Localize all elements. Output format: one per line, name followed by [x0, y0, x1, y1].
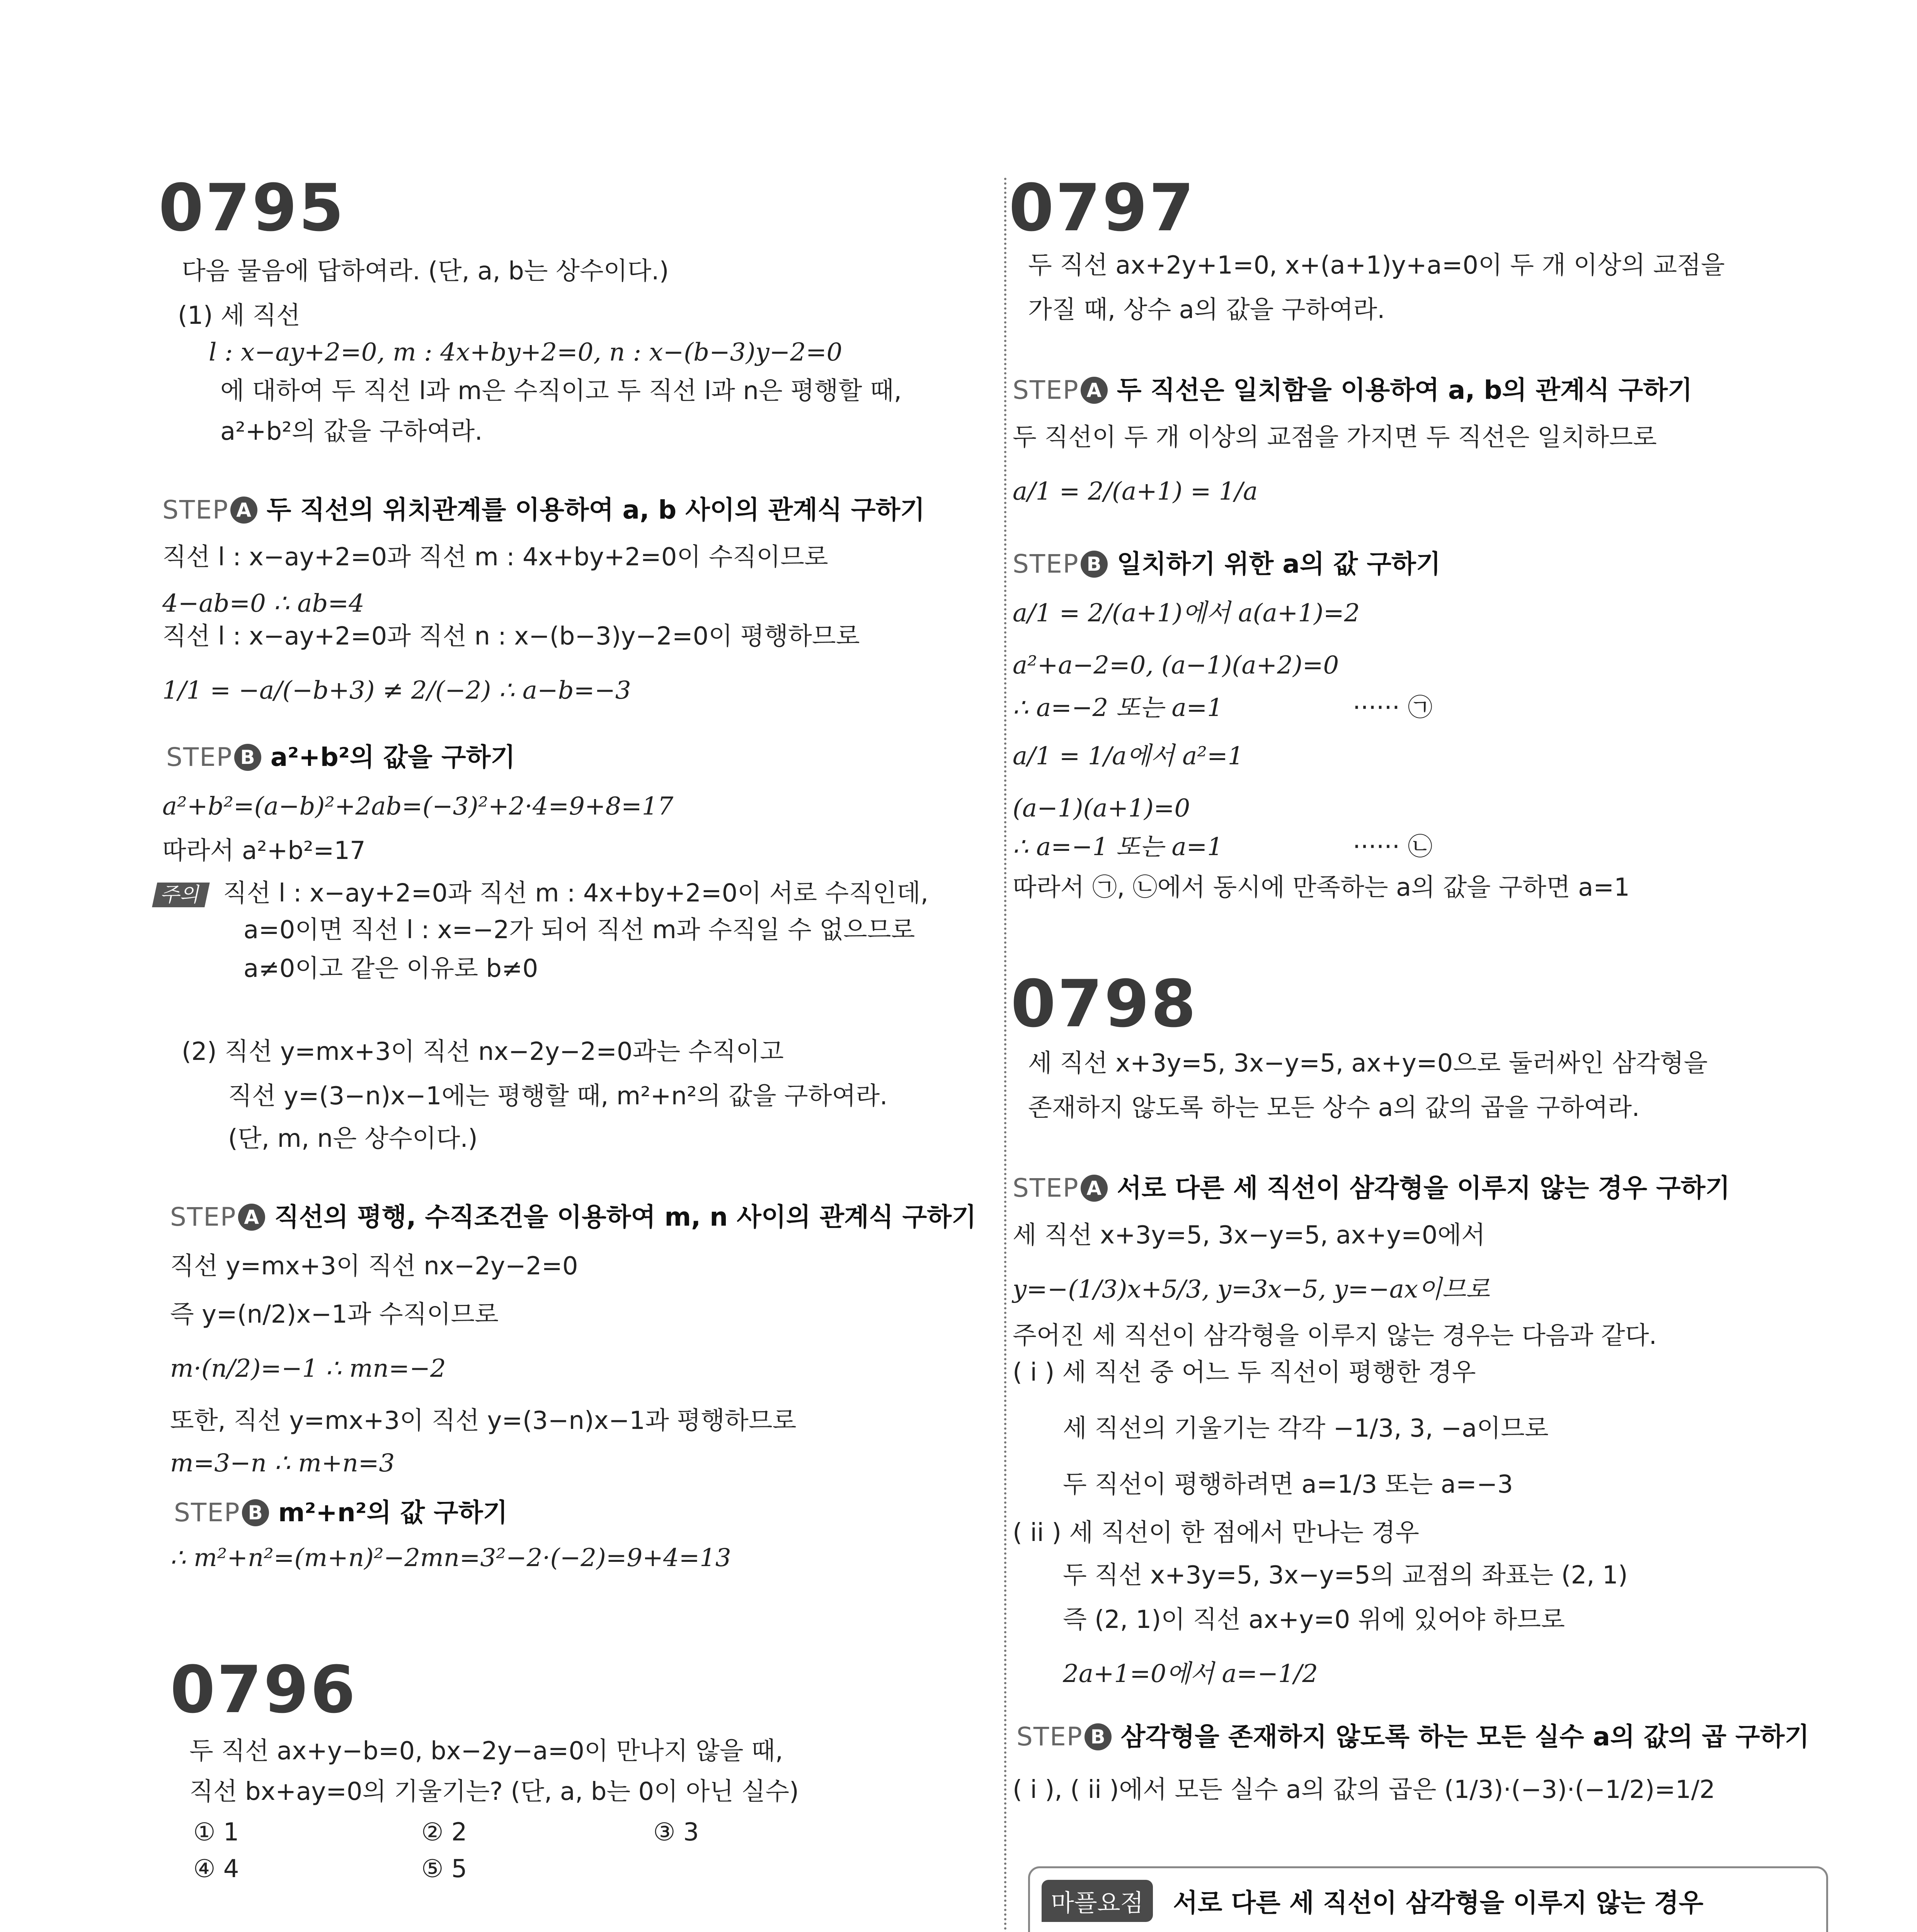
- step-badge-a: A: [1081, 377, 1108, 404]
- solution-line: a²+b²=(a−b)²+2ab=(−3)²+2·4=9+8=17: [162, 792, 674, 821]
- problem-0796-q1: 두 직선 ax+y−b=0, bx−2y−a=0이 만나지 않을 때,: [189, 1737, 783, 1765]
- problem-0796-q2: 직선 bx+ay=0의 기울기는? (단, a, b는 0이 아닌 실수): [189, 1777, 799, 1806]
- solution-line: 직선 y=mx+3이 직선 nx−2y−2=0: [170, 1252, 578, 1281]
- solution-line: 두 직선 x+3y=5, 3x−y=5의 교점의 좌표는 (2, 1): [1063, 1561, 1628, 1590]
- problem-0797-q2: 가질 때, 상수 a의 값을 구하여라.: [1028, 296, 1385, 324]
- solution-line: 또한, 직선 y=mx+3이 직선 y=(3−n)x−1과 평행하므로: [170, 1406, 797, 1435]
- equation-mark: ······ ㉠: [1353, 694, 1433, 722]
- solution-line: a/1 = 2/(a+1) = 1/a: [1013, 477, 1258, 506]
- option-2[interactable]: ② 2: [421, 1818, 467, 1847]
- solution-line: 직선 l : x−ay+2=0과 직선 m : 4x+by+2=0이 수직이므로: [162, 543, 828, 571]
- step-a-0798: [1013, 1175, 1730, 1202]
- solution-line: ( i ) 세 직선 중 어느 두 직선이 평행한 경우: [1013, 1358, 1476, 1387]
- problem-0798-q2: 존재하지 않도록 하는 모든 상수 a의 값의 곱을 구하여라.: [1028, 1094, 1640, 1122]
- solution-line: m=3−n ∴ m+n=3: [170, 1449, 395, 1478]
- problem-number-0797: 0797: [1009, 170, 1196, 246]
- solution-line: ∴ m²+n²=(m+n)²−2mn=3²−2·(−2)=9+4=13: [170, 1544, 731, 1572]
- step-b-title: 삼각형을 존재하지 않도록 하는 모든 실수 a의 값의 곱 구하기: [1120, 1722, 1810, 1752]
- step-a-0795: [162, 497, 925, 524]
- solution-line: 두 직선이 평행하려면 a=1/3 또는 a=−3: [1063, 1470, 1513, 1499]
- step-badge-a: A: [230, 497, 257, 524]
- step-badge-b: B: [234, 744, 261, 771]
- solution-line: m·(n/2)=−1 ∴ mn=−2: [170, 1354, 446, 1383]
- solution-line: ( i ), ( ii )에서 모든 실수 a의 값의 곱은 (1/3)·(−3)·(−1/2)=1/2: [1013, 1776, 1715, 1804]
- step-b-0795-2: [174, 1499, 507, 1526]
- warning-line: a≠0이고 같은 이유로 b≠0: [243, 954, 538, 983]
- solution-line: 주어진 세 직선이 삼각형을 이루지 않는 경우는 다음과 같다.: [1013, 1321, 1657, 1350]
- step-a-0795-2: [170, 1204, 976, 1231]
- problem-0797-q1: 두 직선 ax+2y+1=0, x+(a+1)y+a=0이 두 개 이상의 교점을: [1028, 251, 1725, 280]
- solution-line: ( ii ) 세 직선이 한 점에서 만나는 경우: [1013, 1519, 1419, 1547]
- step-b-0798: [1016, 1723, 1809, 1750]
- warning-text: 직선 l : x−ay+2=0과 직선 m : 4x+by+2=0이 서로 수직인데,: [223, 879, 929, 908]
- step-badge-b: B: [1084, 1723, 1112, 1750]
- solution-line: ∴ a=−2 또는 a=1: [1013, 694, 1223, 722]
- problem-0795-q2-line3: (단, m, n은 상수이다.): [228, 1124, 478, 1153]
- step-a-title: 직선의 평행, 수직조건을 이용하여 m, n 사이의 관계식 구하기: [274, 1202, 976, 1232]
- warning-line: a=0이면 직선 l : x=−2가 되어 직선 m과 수직일 수 없으므로: [243, 916, 915, 944]
- step-a-0797: [1013, 377, 1692, 404]
- problem-number-0798: 0798: [1011, 966, 1198, 1042]
- step-word: STEP: [174, 1498, 240, 1527]
- option-4[interactable]: ④ 4: [193, 1855, 239, 1883]
- step-a-title: 두 직선의 위치관계를 이용하여 a, b 사이의 관계식 구하기: [266, 495, 925, 525]
- solution-line: a/1 = 1/a에서 a²=1: [1013, 742, 1244, 770]
- option-3[interactable]: ③ 3: [653, 1818, 699, 1847]
- problem-0795-intro: 다음 물음에 답하여라. (단, a, b는 상수이다.): [182, 257, 669, 286]
- solution-line: a²+a−2=0, (a−1)(a+2)=0: [1013, 651, 1339, 680]
- solution-line: 두 직선이 두 개 이상의 교점을 가지면 두 직선은 일치하므로: [1013, 423, 1657, 452]
- problem-number-0795: 0795: [158, 170, 346, 246]
- solution-line: 1/1 = −a/(−b+3) ≠ 2/(−2) ∴ a−b=−3: [162, 676, 631, 705]
- step-word: STEP: [1013, 549, 1079, 579]
- step-word: STEP: [170, 1202, 237, 1232]
- tip-tag: 마플요점: [1042, 1880, 1153, 1922]
- solution-line: y=−(1/3)x+5/3, y=3x−5, y=−ax이므로: [1013, 1275, 1490, 1304]
- problem-0795-q1-ask: a²+b²의 값을 구하여라.: [220, 417, 483, 446]
- solution-line: (a−1)(a+1)=0: [1013, 794, 1190, 823]
- problem-0795-q1-lines: l : x−ay+2=0, m : 4x+by+2=0, n : x−(b−3)y−2=0: [209, 338, 843, 367]
- problem-0795-q1-condition: 에 대하여 두 직선 l과 m은 수직이고 두 직선 l과 n은 평행할 때,: [220, 377, 902, 405]
- step-b-0797: [1013, 551, 1440, 578]
- step-word: STEP: [1013, 1173, 1079, 1203]
- step-word: STEP: [166, 742, 233, 772]
- step-badge-b: B: [242, 1499, 269, 1526]
- step-badge-a: A: [238, 1204, 265, 1231]
- problem-0795-q1-label: (1) 세 직선: [178, 301, 300, 330]
- option-5[interactable]: ⑤ 5: [421, 1855, 467, 1883]
- step-word: STEP: [162, 495, 229, 525]
- tip-box: [1028, 1866, 1828, 1932]
- solution-line: 따라서 ㉠, ㉡에서 동시에 만족하는 a의 값을 구하면 a=1: [1013, 873, 1630, 902]
- step-badge-b: B: [1081, 551, 1108, 578]
- solution-line: a/1 = 2/(a+1)에서 a(a+1)=2: [1013, 599, 1360, 628]
- problem-0798-q1: 세 직선 x+3y=5, 3x−y=5, ax+y=0으로 둘러싸인 삼각형을: [1028, 1049, 1708, 1078]
- solution-line: 직선 l : x−ay+2=0과 직선 n : x−(b−3)y−2=0이 평행하므로: [162, 622, 860, 651]
- step-badge-a: A: [1081, 1175, 1108, 1202]
- step-a-title: 두 직선은 일치함을 이용하여 a, b의 관계식 구하기: [1117, 375, 1692, 405]
- step-b-title: m²+n²의 값 구하기: [278, 1498, 508, 1527]
- warning-line: [155, 881, 928, 907]
- solution-line: 4−ab=0 ∴ ab=4: [162, 589, 364, 618]
- solution-line: 따라서 a²+b²=17: [162, 837, 366, 865]
- solution-line: 2a+1=0에서 a=−1/2: [1063, 1660, 1318, 1688]
- solution-line: 즉 y=(n/2)x−1과 수직이므로: [170, 1300, 499, 1329]
- step-a-title: 서로 다른 세 직선이 삼각형을 이루지 않는 경우 구하기: [1117, 1173, 1730, 1203]
- solution-line: 세 직선의 기울기는 각각 −1/3, 3, −a이므로: [1063, 1414, 1549, 1443]
- problem-0795-q2-line1: (2) 직선 y=mx+3이 직선 nx−2y−2=0과는 수직이고: [182, 1037, 784, 1066]
- warning-badge: 주의: [152, 883, 210, 907]
- step-word: STEP: [1016, 1722, 1083, 1752]
- tip-title: 서로 다른 세 직선이 삼각형을 이루지 않는 경우: [1173, 1888, 1704, 1918]
- problem-number-0796: 0796: [170, 1652, 357, 1728]
- equation-mark: ······ ㉡: [1353, 833, 1433, 861]
- step-b-0795: [166, 744, 515, 771]
- solution-line: ∴ a=−1 또는 a=1: [1013, 833, 1223, 861]
- step-b-title: 일치하기 위한 a의 값 구하기: [1117, 549, 1441, 579]
- solution-line: 세 직선 x+3y=5, 3x−y=5, ax+y=0에서: [1013, 1221, 1485, 1250]
- option-1[interactable]: ① 1: [193, 1818, 239, 1847]
- solution-line: 즉 (2, 1)이 직선 ax+y=0 위에 있어야 하므로: [1063, 1605, 1565, 1634]
- step-b-title: a²+b²의 값을 구하기: [270, 742, 516, 772]
- problem-0795-q2-line2: 직선 y=(3−n)x−1에는 평행할 때, m²+n²의 값을 구하여라.: [228, 1082, 888, 1111]
- step-word: STEP: [1013, 375, 1079, 405]
